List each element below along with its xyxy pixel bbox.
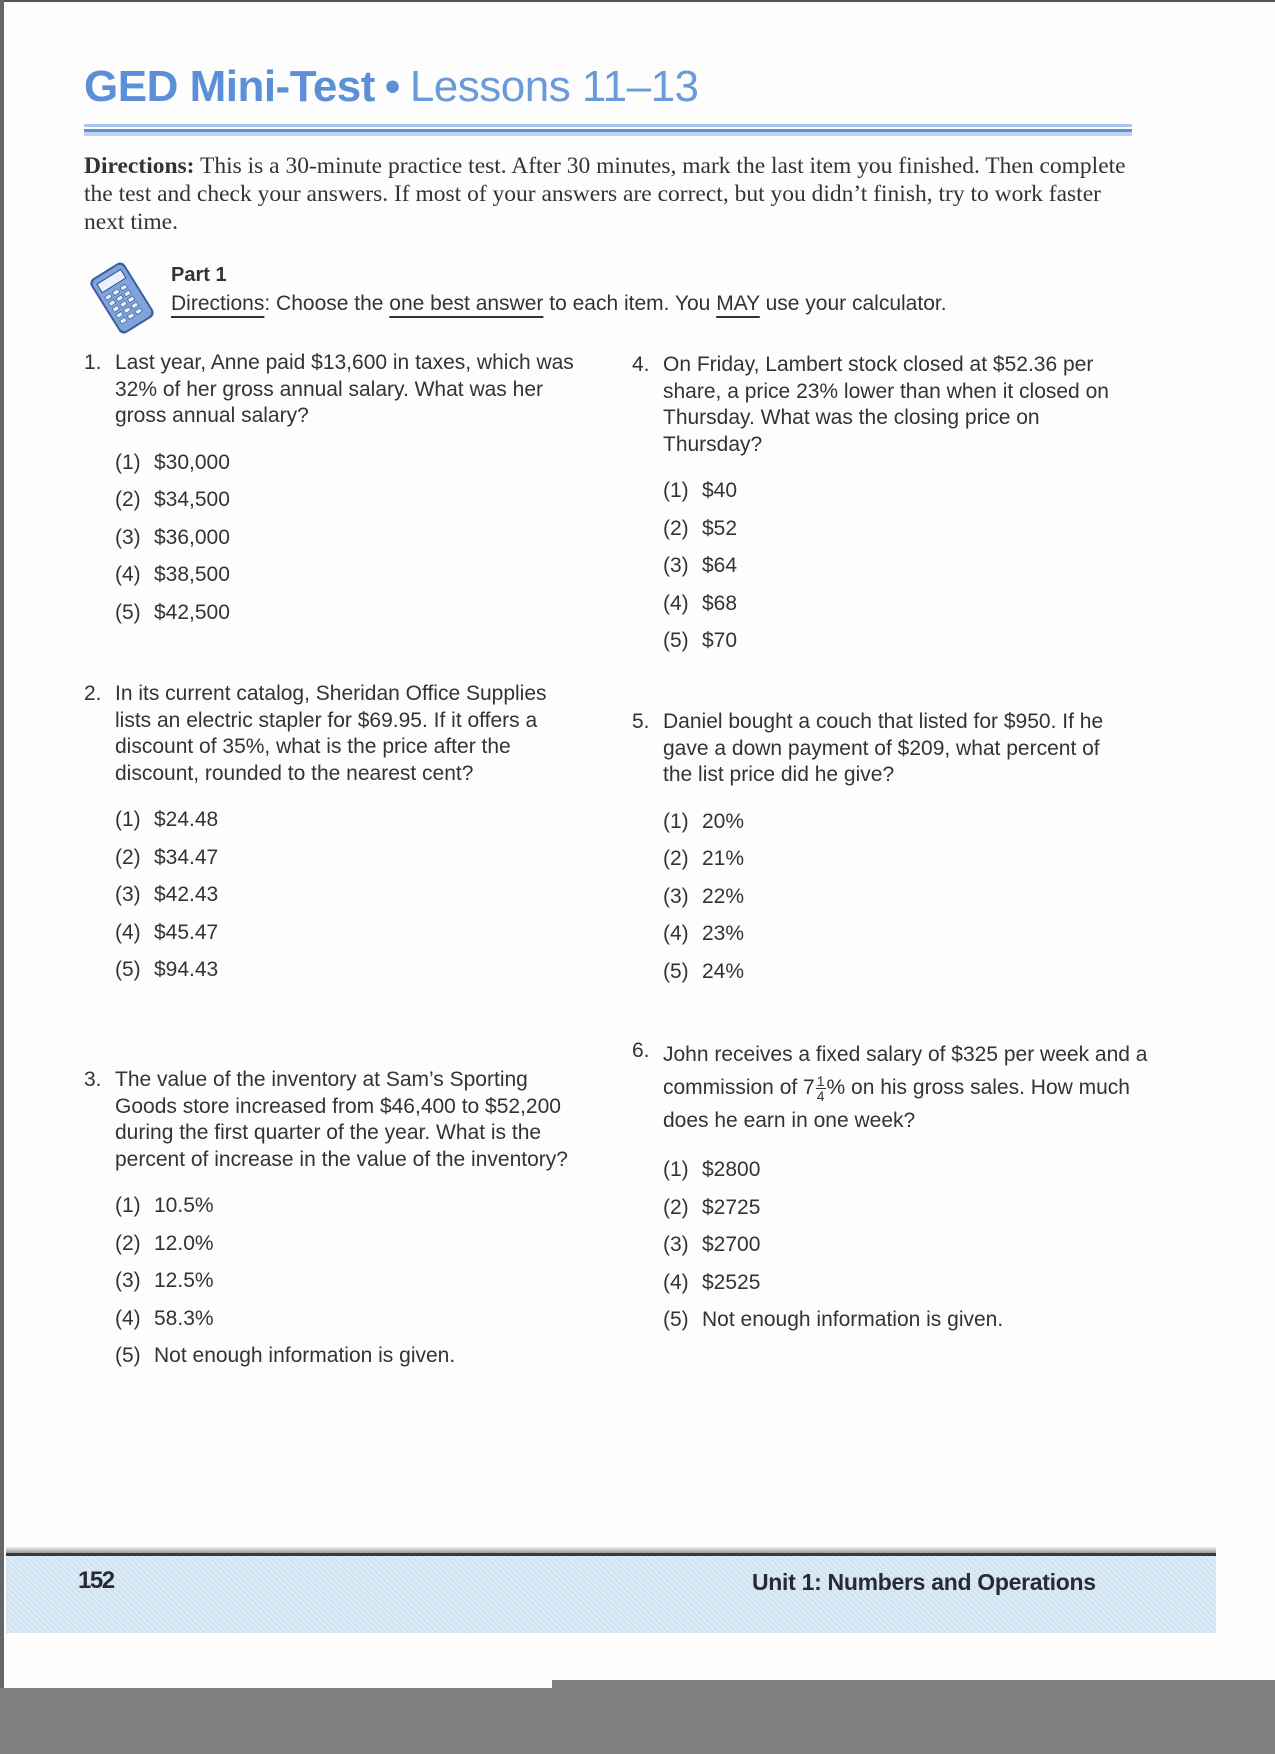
question-1 <box>84 350 584 637</box>
option-text: 23% <box>702 922 745 945</box>
option-text: 20% <box>702 809 745 833</box>
option-text: $45.47 <box>154 920 219 944</box>
answer-option[interactable] <box>663 1195 1152 1233</box>
option-text: $52 <box>702 516 738 540</box>
option-label: (2) <box>115 845 141 869</box>
option-text: $94.43 <box>154 958 219 981</box>
question-5 <box>632 709 1122 996</box>
option-text: $2800 <box>702 1158 761 1181</box>
option-label: (4) <box>115 920 141 944</box>
option-label: (3) <box>663 554 689 577</box>
answer-option[interactable] <box>663 846 1122 884</box>
part-directions-text: to each item. You <box>543 292 717 315</box>
option-label: (2) <box>663 516 689 540</box>
option-label: (1) <box>115 450 141 474</box>
answer-option[interactable] <box>115 1306 584 1344</box>
option-label: (1) <box>663 809 689 833</box>
scanner-background <box>0 1688 552 1754</box>
answer-option[interactable] <box>115 1193 584 1231</box>
option-text: $24.48 <box>154 808 219 831</box>
part-directions <box>171 292 947 316</box>
question-number: 1. <box>84 351 102 374</box>
question-number: 5. <box>632 710 650 733</box>
answer-option[interactable] <box>115 1268 584 1306</box>
answer-options <box>115 1193 584 1381</box>
option-text: 22% <box>702 884 745 908</box>
answer-option[interactable] <box>115 1343 584 1381</box>
answer-options <box>115 450 584 638</box>
answer-option[interactable] <box>663 478 1144 516</box>
option-text: $30,000 <box>154 450 230 474</box>
question-3 <box>84 1067 584 1381</box>
question-stem: Daniel bought a couch that listed for $950. If he gave a down payment of $209, what percent of the list price did he give? <box>663 710 1104 786</box>
option-label: (4) <box>115 563 141 586</box>
option-text: $40 <box>702 479 738 502</box>
option-label: (5) <box>663 1308 689 1331</box>
option-label: (5) <box>115 1344 141 1367</box>
answer-option[interactable] <box>663 921 1122 959</box>
answer-option[interactable] <box>115 920 584 958</box>
fraction-one-quarter <box>816 1074 826 1103</box>
title-rule-divider <box>84 124 1132 136</box>
option-label: (2) <box>115 488 141 511</box>
question-6 <box>632 1038 1152 1345</box>
option-label: (5) <box>663 629 689 652</box>
option-label: (1) <box>663 479 689 502</box>
option-text: $2525 <box>702 1270 761 1294</box>
test-directions <box>84 152 1144 236</box>
question-stem: The value of the inventory at Sam’s Sporting Goods store increased from $46,400 to $52,200 during the first quarter of the year. What is the percent of increase in the value of the inventory? <box>115 1068 568 1171</box>
answer-option[interactable] <box>115 882 584 920</box>
option-label: (3) <box>115 1269 141 1292</box>
scan-edge-top <box>0 0 1275 2</box>
stem-text: % on his gross sales. How much does he earn in one week? <box>663 1076 1130 1132</box>
option-text: $42.43 <box>154 883 219 906</box>
option-text: $68 <box>702 591 738 615</box>
unit-title: Unit 1: Numbers and Operations <box>752 1569 1096 1595</box>
answer-options <box>663 809 1122 997</box>
option-text: $34,500 <box>154 488 230 511</box>
fraction-numerator: 1 <box>816 1072 825 1089</box>
option-text: 12.5% <box>154 1269 214 1292</box>
answer-option[interactable] <box>663 1157 1152 1195</box>
option-text: $34.47 <box>154 845 219 869</box>
answer-option[interactable] <box>663 1232 1152 1270</box>
answer-options <box>663 478 1144 666</box>
answer-option[interactable] <box>115 450 584 488</box>
answer-option[interactable] <box>115 1231 584 1269</box>
part-title: Part 1 <box>171 264 227 286</box>
option-text: 21% <box>702 847 745 870</box>
option-label: (1) <box>115 808 141 831</box>
question-stem: In its current catalog, Sheridan Office Supplies lists an electric stapler for $69.95. If it offers a discount of 35%, what is the price after the discount, rounded to the nearest cent? <box>115 682 547 785</box>
answer-option[interactable] <box>115 957 584 995</box>
answer-option[interactable] <box>663 628 1144 666</box>
option-text: $70 <box>702 629 738 652</box>
option-label: (3) <box>115 883 141 906</box>
page-title <box>84 62 699 112</box>
answer-option[interactable] <box>663 591 1144 629</box>
question-number: 4. <box>632 353 650 376</box>
title-main: GED Mini-Test <box>84 62 375 111</box>
emphasis-may: MAY <box>716 292 760 315</box>
option-text: Not enough information is given. <box>154 1344 456 1367</box>
question-number: 3. <box>84 1068 102 1091</box>
question-stem <box>663 1038 1152 1137</box>
emphasis-one-best-answer: one best answer <box>389 292 544 315</box>
answer-option[interactable] <box>115 600 584 638</box>
option-text: $38,500 <box>154 563 230 586</box>
option-label: (1) <box>663 1158 689 1181</box>
option-label: (2) <box>115 1231 141 1255</box>
page-number: 152 <box>78 1567 114 1594</box>
option-text: 12.0% <box>154 1231 214 1255</box>
answer-option[interactable] <box>115 525 584 563</box>
answer-options <box>663 1157 1152 1345</box>
scan-edge-left <box>0 0 4 1690</box>
option-text: Not enough information is given. <box>702 1308 1004 1331</box>
option-label: (3) <box>115 525 141 549</box>
option-text: $64 <box>702 554 738 577</box>
option-label: (2) <box>663 1195 689 1219</box>
part-directions-text: use your calculator. <box>759 292 947 315</box>
answer-option[interactable] <box>663 1270 1152 1308</box>
question-2 <box>84 681 584 995</box>
answer-option[interactable] <box>663 516 1144 554</box>
option-label: (4) <box>663 591 689 615</box>
question-4 <box>632 352 1144 666</box>
option-text: 58.3% <box>154 1306 214 1330</box>
option-text: $36,000 <box>154 525 230 549</box>
title-lessons: Lessons 11–13 <box>409 62 699 111</box>
option-label: (4) <box>663 922 689 945</box>
answer-option[interactable] <box>115 845 584 883</box>
answer-option[interactable] <box>663 959 1122 997</box>
option-label: (5) <box>115 958 141 981</box>
option-label: (3) <box>663 1233 689 1256</box>
answer-option[interactable] <box>663 553 1144 591</box>
option-text: $2725 <box>702 1195 761 1219</box>
answer-option[interactable] <box>115 807 584 845</box>
option-label: (2) <box>663 847 689 870</box>
calculator-icon <box>82 262 162 334</box>
option-text: $2700 <box>702 1233 761 1256</box>
option-label: (3) <box>663 884 689 908</box>
question-number: 6. <box>632 1039 650 1062</box>
option-label: (5) <box>663 959 689 983</box>
answer-option[interactable] <box>115 562 584 600</box>
directions-text: This is a 30-minute practice test. After 30 minutes, mark the last item you finished. Then complete the test and check your answers. If most of your answers are correct, but you didn’t finish, try to work faster next time. <box>84 153 1126 235</box>
scanner-background <box>552 1680 1275 1754</box>
answer-option[interactable] <box>663 809 1122 847</box>
answer-option[interactable] <box>115 487 584 525</box>
directions-label: Directions: <box>84 153 195 179</box>
fraction-denominator: 4 <box>816 1087 825 1104</box>
part-directions-text: : Choose the <box>264 292 390 315</box>
option-text: 10.5% <box>154 1194 214 1217</box>
answer-option[interactable] <box>663 884 1122 922</box>
question-stem: On Friday, Lambert stock closed at $52.36 per share, a price 23% lower than when it closed on Thursday. What was the closing price on Thursday? <box>663 353 1109 456</box>
option-label: (5) <box>115 600 141 624</box>
option-label: (1) <box>115 1194 141 1217</box>
answer-options <box>115 807 584 995</box>
option-text: 24% <box>702 959 745 983</box>
option-text: $42,500 <box>154 600 230 624</box>
stem-text: John receives a fixed salary of $325 per week and a commission of 7 <box>663 1043 1148 1099</box>
option-label: (4) <box>115 1306 141 1330</box>
option-label: (4) <box>663 1270 689 1294</box>
part-directions-label: Directions <box>171 292 265 315</box>
question-number: 2. <box>84 682 102 705</box>
title-bullet: • <box>384 62 400 111</box>
question-stem: Last year, Anne paid $13,600 in taxes, which was 32% of her gross annual salary. What was her gross annual salary? <box>115 351 574 427</box>
answer-option[interactable] <box>663 1307 1152 1345</box>
